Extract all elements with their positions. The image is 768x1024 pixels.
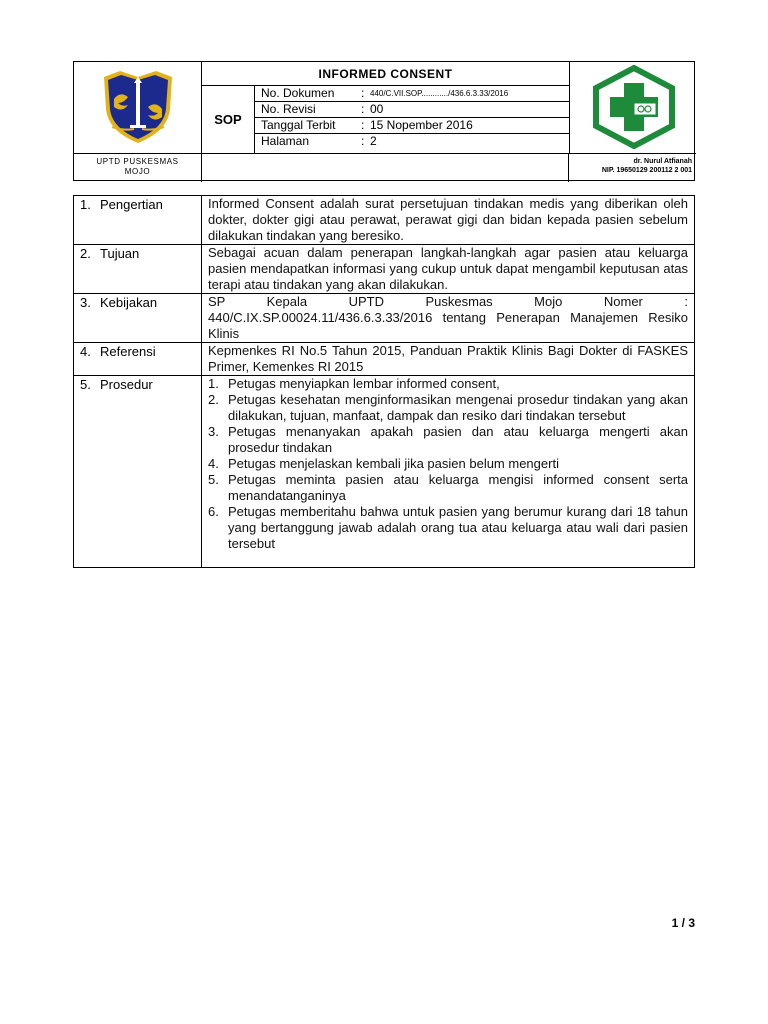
- document-meta: [255, 86, 569, 153]
- signature-block: [569, 153, 696, 182]
- list-item: 2. Petugas kesehatan menginformasikan mengenai prosedur tindakan yang akan dilakukan, tujuan, manfaat, dampak dan resiko dari tindakan tersebut: [208, 392, 688, 423]
- meta-value: 2: [370, 134, 377, 148]
- section-label: 2. Tujuan: [74, 245, 202, 293]
- meta-colon: :: [361, 134, 365, 148]
- right-logo-cell: [569, 62, 696, 153]
- meta-colon: :: [361, 102, 365, 116]
- signer-nip: NIP. 19650129 200112 2 001: [601, 167, 692, 174]
- meta-row-issue-date: [255, 118, 569, 134]
- meta-row-revision: [255, 102, 569, 118]
- meta-colon: :: [361, 86, 365, 100]
- section-text: Kepmenkes RI No.5 Tahun 2015, Panduan Praktik Klinis Bagi Dokter di FASKES Primer, Kemenkes RI 2015: [208, 343, 688, 374]
- meta-row-page: [255, 134, 569, 153]
- sop-content-table: [73, 195, 695, 568]
- sop-label: SOP: [202, 86, 255, 153]
- section-label: 1. Pengertian: [74, 196, 202, 244]
- sop-header-table: [73, 61, 695, 181]
- meta-key: No. Dokumen: [261, 86, 335, 100]
- meta-key: Tanggal Terbit: [261, 118, 336, 132]
- section-row-prosedur: [74, 376, 694, 567]
- section-label: 5. Prosedur: [74, 376, 202, 567]
- blank-cell: [202, 153, 569, 182]
- procedure-steps: [202, 376, 694, 567]
- meta-value: 00: [370, 102, 384, 116]
- list-item: 5. Petugas meminta pasien atau keluarga mengisi informed consent serta menandatanganinya: [208, 472, 688, 503]
- section-row-kebijakan: [74, 294, 694, 343]
- section-text: SP Kepala UPTD Puskesmas Mojo Nomer : 440/C.IX.SP.00024.11/436.6.3.33/2016 tentang Penerapan Manajemen Resiko Klinis: [208, 294, 688, 341]
- section-row-referensi: [74, 343, 694, 376]
- left-logo-cell: [74, 62, 202, 153]
- section-text: Sebagai acuan dalam penerapan langkah-langkah agar pasien atau keluarga pasien mendapatkan informasi yang cukup untuk dapat mengambil keputusan atas terapi atau tindakan yang akan dilakukan.: [208, 245, 688, 292]
- meta-key: Halaman: [261, 134, 310, 148]
- section-label: 4. Referensi: [74, 343, 202, 375]
- list-item: 1. Petugas menyiapkan lembar informed consent,: [208, 376, 500, 391]
- list-item: 4. Petugas menjelaskan kembali jika pasien belum mengerti: [208, 456, 559, 471]
- section-row-pengertian: [74, 196, 694, 245]
- document-title: INFORMED CONSENT: [202, 62, 569, 86]
- list-item: 6. Petugas memberitahu bahwa untuk pasien yang berumur kurang dari 18 tahun yang bertanggung jawab adalah orang tua atau keluarga atau wali dari pasien tersebut: [208, 504, 688, 551]
- puskesmas-logo-icon: [589, 65, 679, 149]
- surabaya-emblem-icon: [98, 69, 178, 145]
- meta-row-document-number: [255, 86, 569, 102]
- section-label: 3. Kebijakan: [74, 294, 202, 342]
- signer-name: dr. Nurul Atfianah: [633, 158, 692, 165]
- meta-value: 440/C.VII.SOP............/436.6.3.33/2016: [370, 89, 509, 98]
- list-item: 3. Petugas menanyakan apakah pasien dan atau keluarga mengerti akan prosedur tindakan: [208, 424, 688, 455]
- meta-key: No. Revisi: [261, 102, 316, 116]
- page-number: 1 / 3: [671, 916, 695, 930]
- section-text: Informed Consent adalah surat persetujuan tindakan medis yang diberikan oleh dokter, dokter gigi atau perawat, perawat gigi dan bidan kepada pasien sebelum dilakukan tindakan yang beresiko.: [208, 196, 688, 243]
- meta-colon: :: [361, 118, 365, 132]
- organization-name: UPTD PUSKESMAS MOJO: [74, 153, 202, 182]
- section-row-tujuan: [74, 245, 694, 294]
- meta-value: 15 Nopember 2016: [370, 118, 473, 132]
